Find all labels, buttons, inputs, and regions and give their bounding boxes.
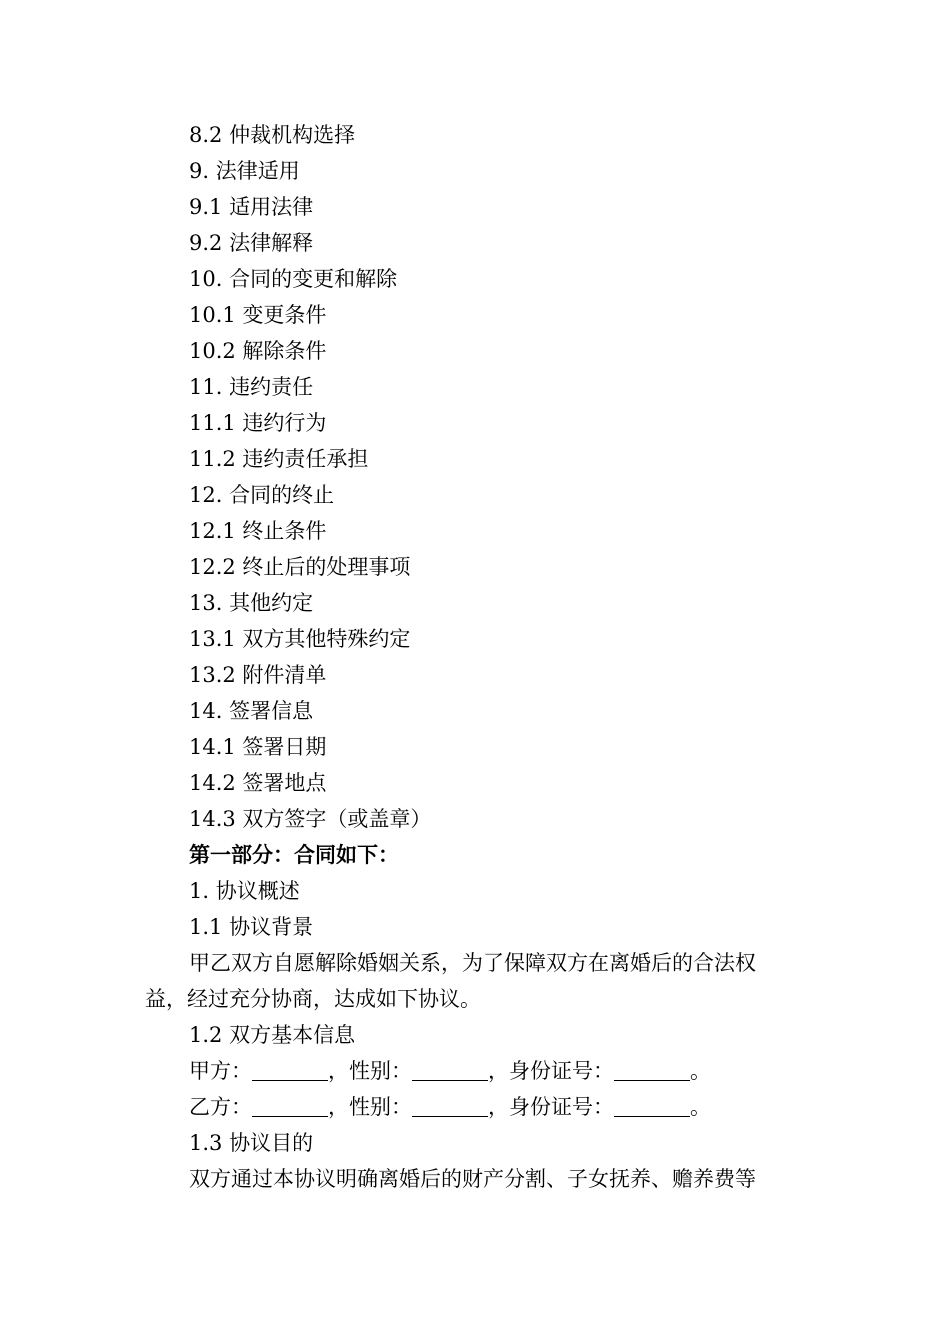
toc-item: 14.1 签署日期: [189, 735, 327, 759]
toc-item: 12.2 终止后的处理事项: [189, 555, 411, 579]
party-a-info: [0, 1053, 950, 1089]
document-page: [0, 117, 950, 1197]
party-b-label: 乙方：: [189, 1095, 252, 1119]
party-a-name-blank[interactable]: [252, 1060, 328, 1081]
party-b-id-blank[interactable]: [614, 1096, 690, 1117]
paragraph-line: 甲乙双方自愿解除婚姻关系，为了保障双方在离婚后的合法权: [189, 951, 756, 975]
toc-item: 14.3 双方签字（或盖章）: [189, 807, 432, 831]
toc-item: 9. 法律适用: [189, 159, 300, 183]
subsection-title: 1.3 协议目的: [189, 1131, 314, 1155]
party-a-gender-label: ，性别：: [328, 1059, 412, 1083]
toc-item: 8.2 仲裁机构选择: [189, 123, 356, 147]
paragraph-line: 益，经过充分协商，达成如下协议。: [145, 987, 481, 1011]
party-a-id-blank[interactable]: [614, 1060, 690, 1081]
party-b-gender-blank[interactable]: [412, 1096, 488, 1117]
paragraph-line: 双方通过本协议明确离婚后的财产分割、子女抚养、赡养费等: [189, 1167, 756, 1191]
toc-item: 10.1 变更条件: [189, 303, 327, 327]
toc-item: 10. 合同的变更和解除: [189, 267, 398, 291]
party-b-gender-label: ，性别：: [328, 1095, 412, 1119]
toc-item: 11.1 违约行为: [189, 411, 327, 435]
party-a-gender-blank[interactable]: [412, 1060, 488, 1081]
party-b-info: [0, 1089, 950, 1125]
toc-item: 11.2 违约责任承担: [189, 447, 369, 471]
toc-item: 12. 合同的终止: [189, 483, 335, 507]
toc-item: 11. 违约责任: [189, 375, 314, 399]
subsection-title: 1.2 双方基本信息: [189, 1023, 356, 1047]
toc-item: 13. 其他约定: [189, 591, 314, 615]
party-b-end: 。: [690, 1095, 711, 1119]
toc-item: 10.2 解除条件: [189, 339, 327, 363]
toc-item: 14.2 签署地点: [189, 771, 327, 795]
party-b-id-label: ，身份证号：: [488, 1095, 614, 1119]
party-a-id-label: ，身份证号：: [488, 1059, 614, 1083]
party-b-name-blank[interactable]: [252, 1096, 328, 1117]
toc-item: 9.1 适用法律: [189, 195, 314, 219]
part-heading: 第一部分：合同如下：: [189, 842, 399, 867]
party-a-label: 甲方：: [189, 1059, 252, 1083]
toc-item: 9.2 法律解释: [189, 231, 314, 255]
party-a-end: 。: [690, 1059, 711, 1083]
toc-item: 14. 签署信息: [189, 699, 314, 723]
subsection-title: 1.1 协议背景: [189, 915, 314, 939]
toc-item: 13.1 双方其他特殊约定: [189, 627, 411, 651]
section-title: 1. 协议概述: [189, 879, 300, 903]
toc-item: 13.2 附件清单: [189, 663, 327, 687]
toc-item: 12.1 终止条件: [189, 519, 327, 543]
